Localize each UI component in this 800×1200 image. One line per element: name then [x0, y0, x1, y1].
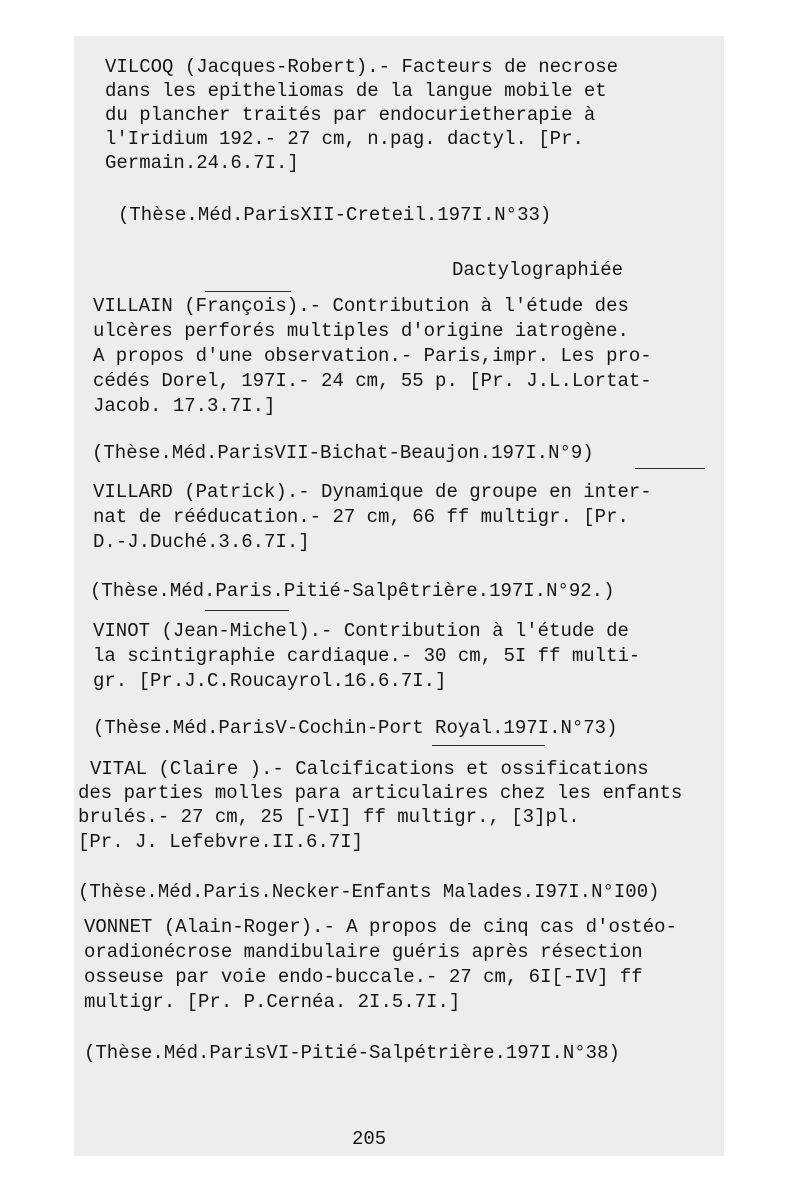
entry-villard-these: (Thèse.Méd.Paris.Pitié-Salpêtrière.197I.N°92.)	[90, 580, 615, 602]
entry-villain-line-4: cédés Dorel, 197I.- 24 cm, 55 p. [Pr. J.L.Lortat-	[93, 370, 652, 392]
entry-vilcoq-line-2: dans les epitheliomas de la langue mobile et	[105, 80, 607, 102]
entry-villain-line-2: ulcères perforés multiples d'origine iatrogène.	[93, 320, 629, 342]
entry-villain-these: (Thèse.Méd.ParisVII-Bichat-Beaujon.197I.N°9)	[92, 442, 594, 464]
entry-villain-line-5: Jacob. 17.3.7I.]	[93, 395, 276, 417]
separator-rule	[205, 291, 291, 292]
entry-vinot-line-2: la scintigraphie cardiaque.- 30 cm, 5I ff multi-	[93, 645, 641, 667]
entry-vital-line-1: VITAL (Claire ).- Calcifications et ossifications	[90, 758, 649, 780]
entry-vinot-line-3: gr. [Pr.J.C.Roucayrol.16.6.7I.]	[93, 670, 447, 692]
entry-vilcoq-line-4: l'Iridium 192.- 27 cm, n.pag. dactyl. [Pr.	[105, 128, 584, 150]
entry-vilcoq-line-5: Germain.24.6.7I.]	[105, 152, 299, 174]
entry-vonnet-line-1: VONNET (Alain-Roger).- A propos de cinq cas d'ostéo-	[84, 916, 677, 938]
entry-vital-line-2: des parties molles para articulaires chez les enfants	[78, 782, 683, 804]
entry-villard-line-3: D.-J.Duché.3.6.7I.]	[93, 531, 310, 553]
entry-villard-line-2: nat de rééducation.- 27 cm, 66 ff multigr. [Pr.	[93, 506, 629, 528]
entry-vonnet-these: (Thèse.Méd.ParisVI-Pitié-Salpétrière.197I.N°38)	[84, 1042, 620, 1064]
entry-villard-line-1: VILLARD (Patrick).- Dynamique de groupe en inter-	[93, 481, 652, 503]
entry-villain-line-1: VILLAIN (François).- Contribution à l'étude des	[93, 295, 629, 317]
entry-vital-these: (Thèse.Méd.Paris.Necker-Enfants Malades.I97I.N°I00)	[78, 881, 660, 903]
entry-vital-line-3: brulés.- 27 cm, 25 [-VI] ff multigr., [3]pl.	[78, 806, 580, 828]
entry-villain-line-3: A propos d'une observation.- Paris,impr. Les pro-	[93, 345, 652, 367]
entry-vital-line-4: [Pr. J. Lefebvre.II.6.7I]	[78, 831, 364, 853]
entry-vonnet-line-4: multigr. [Pr. P.Cernéa. 2I.5.7I.]	[84, 991, 461, 1013]
entry-vilcoq-line-1: VILCOQ (Jacques-Robert).- Facteurs de necrose	[105, 56, 619, 78]
entry-vonnet-line-3: osseuse par voie endo-buccale.- 27 cm, 6I[-IV] ff	[84, 966, 643, 988]
separator-rule	[432, 745, 545, 746]
separator-rule	[205, 610, 289, 611]
entry-vinot-these: (Thèse.Méd.ParisV-Cochin-Port Royal.197I.N°73)	[93, 717, 618, 739]
entry-vilcoq-line-3: du plancher traités par endocurietherapie à	[105, 104, 596, 126]
entry-vilcoq-these: (Thèse.Méd.ParisXII-Creteil.197I.N°33)	[118, 204, 552, 226]
page-number: 205	[352, 1128, 387, 1150]
entry-vonnet-line-2: oradionécrose mandibulaire guéris après résection	[84, 941, 643, 963]
entry-vinot-line-1: VINOT (Jean-Michel).- Contribution à l'étude de	[93, 620, 629, 642]
separator-rule	[635, 468, 705, 469]
entry-vilcoq-note: Dactylographiée	[452, 259, 624, 281]
